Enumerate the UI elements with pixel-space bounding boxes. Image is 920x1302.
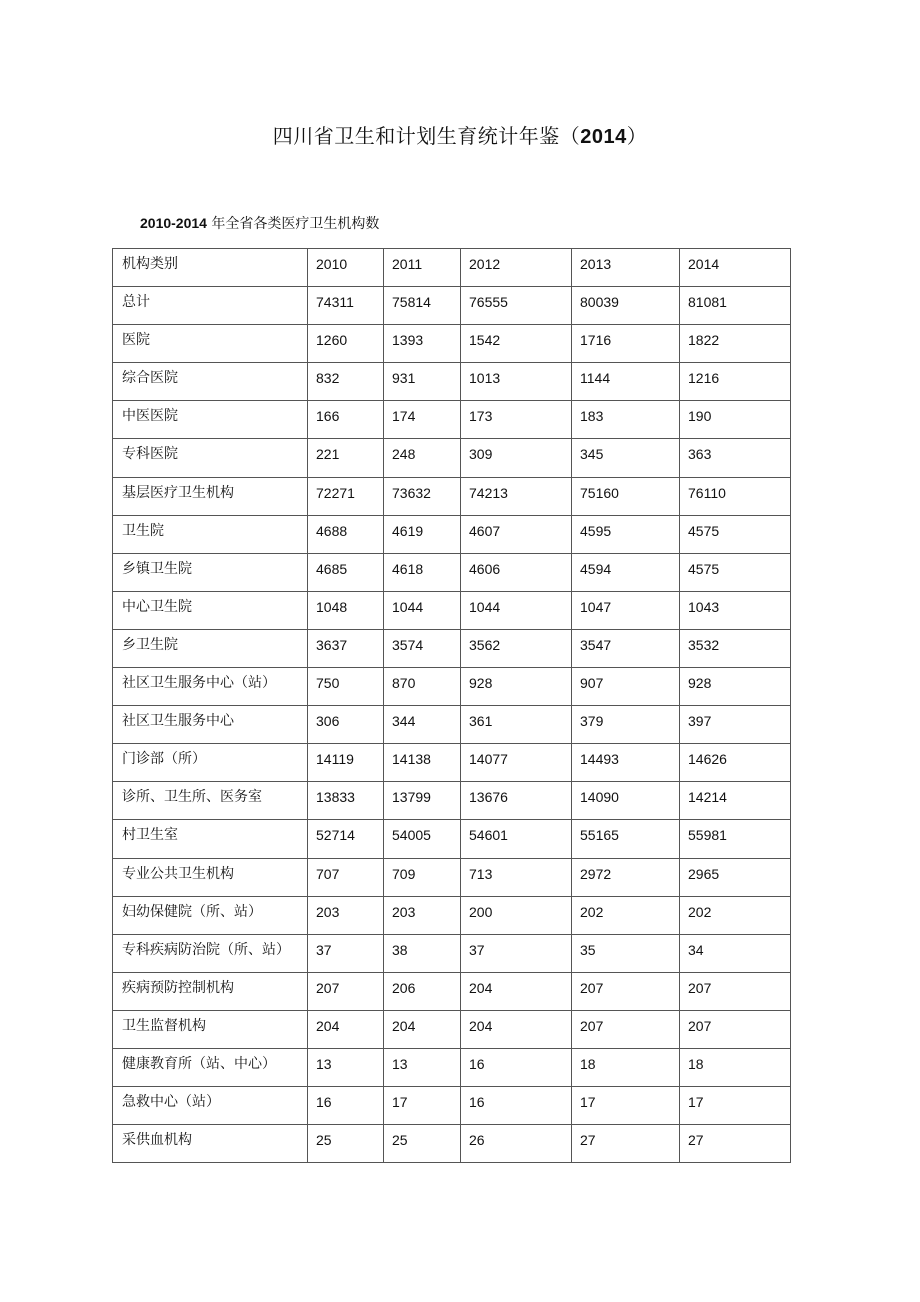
value-cell-2010: 72271 xyxy=(308,477,384,515)
value-cell-2010: 4688 xyxy=(308,515,384,553)
value-cell-2011: 1393 xyxy=(384,325,461,363)
row-label-cell: 诊所、卫生所、医务室 xyxy=(113,782,308,820)
row-label-cell: 社区卫生服务中心（站） xyxy=(113,668,308,706)
value-cell-2010: 203 xyxy=(308,896,384,934)
value-cell-2011: 3574 xyxy=(384,629,461,667)
value-cell-2012: 713 xyxy=(461,858,572,896)
table-caption xyxy=(140,212,379,235)
value-cell-2013: 4595 xyxy=(572,515,680,553)
value-cell-2011: 13799 xyxy=(384,782,461,820)
value-cell-2010: 3637 xyxy=(308,629,384,667)
value-cell-2014: 18 xyxy=(680,1048,791,1086)
table-row xyxy=(113,972,791,1010)
value-cell-2012: 4607 xyxy=(461,515,572,553)
value-cell-2012: 1013 xyxy=(461,363,572,401)
value-cell-2011: 73632 xyxy=(384,477,461,515)
value-cell-2013: 14090 xyxy=(572,782,680,820)
value-cell-2013: 207 xyxy=(572,972,680,1010)
value-cell-2013: 55165 xyxy=(572,820,680,858)
value-cell-2013: 80039 xyxy=(572,287,680,325)
value-cell-2013: 202 xyxy=(572,896,680,934)
value-cell-2014: 2965 xyxy=(680,858,791,896)
value-cell-2013: 75160 xyxy=(572,477,680,515)
value-cell-2010: 306 xyxy=(308,706,384,744)
table-row xyxy=(113,896,791,934)
value-cell-2011: 931 xyxy=(384,363,461,401)
row-label-cell: 疾病预防控制机构 xyxy=(113,972,308,1010)
table-row xyxy=(113,1087,791,1125)
value-cell-2010: 207 xyxy=(308,972,384,1010)
value-cell-2012: 14077 xyxy=(461,744,572,782)
value-cell-2014: 202 xyxy=(680,896,791,934)
value-cell-2011: 54005 xyxy=(384,820,461,858)
value-cell-2012: 16 xyxy=(461,1087,572,1125)
document-title-text: 四川省卫生和计划生育统计年鉴（ xyxy=(272,124,581,148)
table-row xyxy=(113,287,791,325)
row-label-cell: 卫生院 xyxy=(113,515,308,553)
document-title xyxy=(0,120,920,153)
table-row xyxy=(113,934,791,972)
value-cell-2012: 928 xyxy=(461,668,572,706)
table-row xyxy=(113,1048,791,1086)
table-row xyxy=(113,629,791,667)
value-cell-2012: 361 xyxy=(461,706,572,744)
value-cell-2012: 200 xyxy=(461,896,572,934)
row-label-cell: 村卫生室 xyxy=(113,820,308,858)
value-cell-2014: 55981 xyxy=(680,820,791,858)
value-cell-2010: 74311 xyxy=(308,287,384,325)
value-cell-2010: 1048 xyxy=(308,591,384,629)
value-cell-2010: 25 xyxy=(308,1125,384,1163)
value-cell-2012: 26 xyxy=(461,1125,572,1163)
value-cell-2010: 750 xyxy=(308,668,384,706)
value-cell-2010: 1260 xyxy=(308,325,384,363)
row-label-cell: 门诊部（所） xyxy=(113,744,308,782)
table-row xyxy=(113,1125,791,1163)
value-cell-2014: 81081 xyxy=(680,287,791,325)
row-label-cell: 采供血机构 xyxy=(113,1125,308,1163)
value-cell-2013: 4594 xyxy=(572,553,680,591)
value-cell-2014: 14214 xyxy=(680,782,791,820)
value-cell-2012: 37 xyxy=(461,934,572,972)
row-label-cell: 中心卫生院 xyxy=(113,591,308,629)
document-title-close: ） xyxy=(626,124,648,148)
value-cell-2012: 74213 xyxy=(461,477,572,515)
value-cell-2012: 173 xyxy=(461,401,572,439)
table-row xyxy=(113,325,791,363)
value-cell-2013: 379 xyxy=(572,706,680,744)
value-cell-2011: 4618 xyxy=(384,553,461,591)
value-cell-2010: 707 xyxy=(308,858,384,896)
value-cell-2011: 203 xyxy=(384,896,461,934)
table-row xyxy=(113,591,791,629)
value-cell-2014: 207 xyxy=(680,972,791,1010)
value-cell-2010: 4685 xyxy=(308,553,384,591)
value-cell-2012: 16 xyxy=(461,1048,572,1086)
row-label-cell: 专业公共卫生机构 xyxy=(113,858,308,896)
value-cell-2014: 14626 xyxy=(680,744,791,782)
table-caption-range: 2010-2014 xyxy=(140,215,207,231)
value-cell-2011: 248 xyxy=(384,439,461,477)
value-cell-2013: 14493 xyxy=(572,744,680,782)
value-cell-2014: 1043 xyxy=(680,591,791,629)
row-label-cell: 基层医疗卫生机构 xyxy=(113,477,308,515)
value-cell-2014: 3532 xyxy=(680,629,791,667)
value-cell-2013: 1716 xyxy=(572,325,680,363)
value-cell-2012: 204 xyxy=(461,972,572,1010)
table-row xyxy=(113,363,791,401)
value-cell-2010: 204 xyxy=(308,1010,384,1048)
value-cell-2012: 76555 xyxy=(461,287,572,325)
value-cell-2010: 221 xyxy=(308,439,384,477)
value-cell-2012: 1044 xyxy=(461,591,572,629)
value-cell-2013: 183 xyxy=(572,401,680,439)
value-cell-2014: 27 xyxy=(680,1125,791,1163)
value-cell-2011: 174 xyxy=(384,401,461,439)
value-cell-2011: 204 xyxy=(384,1010,461,1048)
value-cell-2010: 166 xyxy=(308,401,384,439)
header-cell-2013: 2013 xyxy=(572,249,680,287)
value-cell-2010: 14119 xyxy=(308,744,384,782)
value-cell-2012: 13676 xyxy=(461,782,572,820)
value-cell-2012: 3562 xyxy=(461,629,572,667)
value-cell-2014: 190 xyxy=(680,401,791,439)
value-cell-2011: 25 xyxy=(384,1125,461,1163)
value-cell-2011: 344 xyxy=(384,706,461,744)
value-cell-2013: 17 xyxy=(572,1087,680,1125)
value-cell-2011: 4619 xyxy=(384,515,461,553)
table-row xyxy=(113,858,791,896)
value-cell-2010: 52714 xyxy=(308,820,384,858)
value-cell-2011: 709 xyxy=(384,858,461,896)
value-cell-2012: 309 xyxy=(461,439,572,477)
institutions-table xyxy=(112,248,791,1163)
value-cell-2014: 928 xyxy=(680,668,791,706)
value-cell-2013: 1047 xyxy=(572,591,680,629)
table-row xyxy=(113,515,791,553)
value-cell-2014: 397 xyxy=(680,706,791,744)
value-cell-2014: 363 xyxy=(680,439,791,477)
table-row xyxy=(113,1010,791,1048)
row-label-cell: 急救中心（站） xyxy=(113,1087,308,1125)
row-label-cell: 乡镇卫生院 xyxy=(113,553,308,591)
value-cell-2014: 34 xyxy=(680,934,791,972)
row-label-cell: 健康教育所（站、中心） xyxy=(113,1048,308,1086)
value-cell-2011: 13 xyxy=(384,1048,461,1086)
table-row xyxy=(113,401,791,439)
header-cell-2011: 2011 xyxy=(384,249,461,287)
value-cell-2010: 832 xyxy=(308,363,384,401)
table-row xyxy=(113,439,791,477)
row-label-cell: 综合医院 xyxy=(113,363,308,401)
value-cell-2013: 345 xyxy=(572,439,680,477)
row-label-cell: 社区卫生服务中心 xyxy=(113,706,308,744)
value-cell-2012: 204 xyxy=(461,1010,572,1048)
table-row xyxy=(113,477,791,515)
value-cell-2014: 4575 xyxy=(680,515,791,553)
value-cell-2011: 17 xyxy=(384,1087,461,1125)
value-cell-2014: 76110 xyxy=(680,477,791,515)
row-label-cell: 专科疾病防治院（所、站） xyxy=(113,934,308,972)
row-label-cell: 专科医院 xyxy=(113,439,308,477)
table-row xyxy=(113,553,791,591)
table-row xyxy=(113,706,791,744)
table-header-row xyxy=(113,249,791,287)
header-cell-category: 机构类别 xyxy=(113,249,308,287)
value-cell-2011: 1044 xyxy=(384,591,461,629)
row-label-cell: 乡卫生院 xyxy=(113,629,308,667)
table-row xyxy=(113,782,791,820)
table-row xyxy=(113,744,791,782)
header-cell-2010: 2010 xyxy=(308,249,384,287)
value-cell-2011: 38 xyxy=(384,934,461,972)
value-cell-2014: 1822 xyxy=(680,325,791,363)
table-row xyxy=(113,820,791,858)
value-cell-2013: 207 xyxy=(572,1010,680,1048)
value-cell-2013: 1144 xyxy=(572,363,680,401)
value-cell-2014: 1216 xyxy=(680,363,791,401)
value-cell-2012: 1542 xyxy=(461,325,572,363)
value-cell-2013: 27 xyxy=(572,1125,680,1163)
value-cell-2012: 4606 xyxy=(461,553,572,591)
row-label-cell: 总计 xyxy=(113,287,308,325)
value-cell-2013: 35 xyxy=(572,934,680,972)
value-cell-2010: 37 xyxy=(308,934,384,972)
value-cell-2010: 13833 xyxy=(308,782,384,820)
value-cell-2013: 18 xyxy=(572,1048,680,1086)
row-label-cell: 妇幼保健院（所、站） xyxy=(113,896,308,934)
value-cell-2010: 13 xyxy=(308,1048,384,1086)
header-cell-2014: 2014 xyxy=(680,249,791,287)
value-cell-2014: 4575 xyxy=(680,553,791,591)
value-cell-2011: 14138 xyxy=(384,744,461,782)
value-cell-2013: 3547 xyxy=(572,629,680,667)
value-cell-2011: 206 xyxy=(384,972,461,1010)
value-cell-2013: 907 xyxy=(572,668,680,706)
row-label-cell: 医院 xyxy=(113,325,308,363)
value-cell-2011: 870 xyxy=(384,668,461,706)
value-cell-2014: 17 xyxy=(680,1087,791,1125)
row-label-cell: 卫生监督机构 xyxy=(113,1010,308,1048)
table-row xyxy=(113,668,791,706)
table-caption-text: 年全省各类医疗卫生机构数 xyxy=(206,216,380,232)
value-cell-2012: 54601 xyxy=(461,820,572,858)
value-cell-2013: 2972 xyxy=(572,858,680,896)
row-label-cell: 中医医院 xyxy=(113,401,308,439)
value-cell-2011: 75814 xyxy=(384,287,461,325)
value-cell-2014: 207 xyxy=(680,1010,791,1048)
value-cell-2010: 16 xyxy=(308,1087,384,1125)
header-cell-2012: 2012 xyxy=(461,249,572,287)
document-title-year: 2014 xyxy=(580,126,627,148)
